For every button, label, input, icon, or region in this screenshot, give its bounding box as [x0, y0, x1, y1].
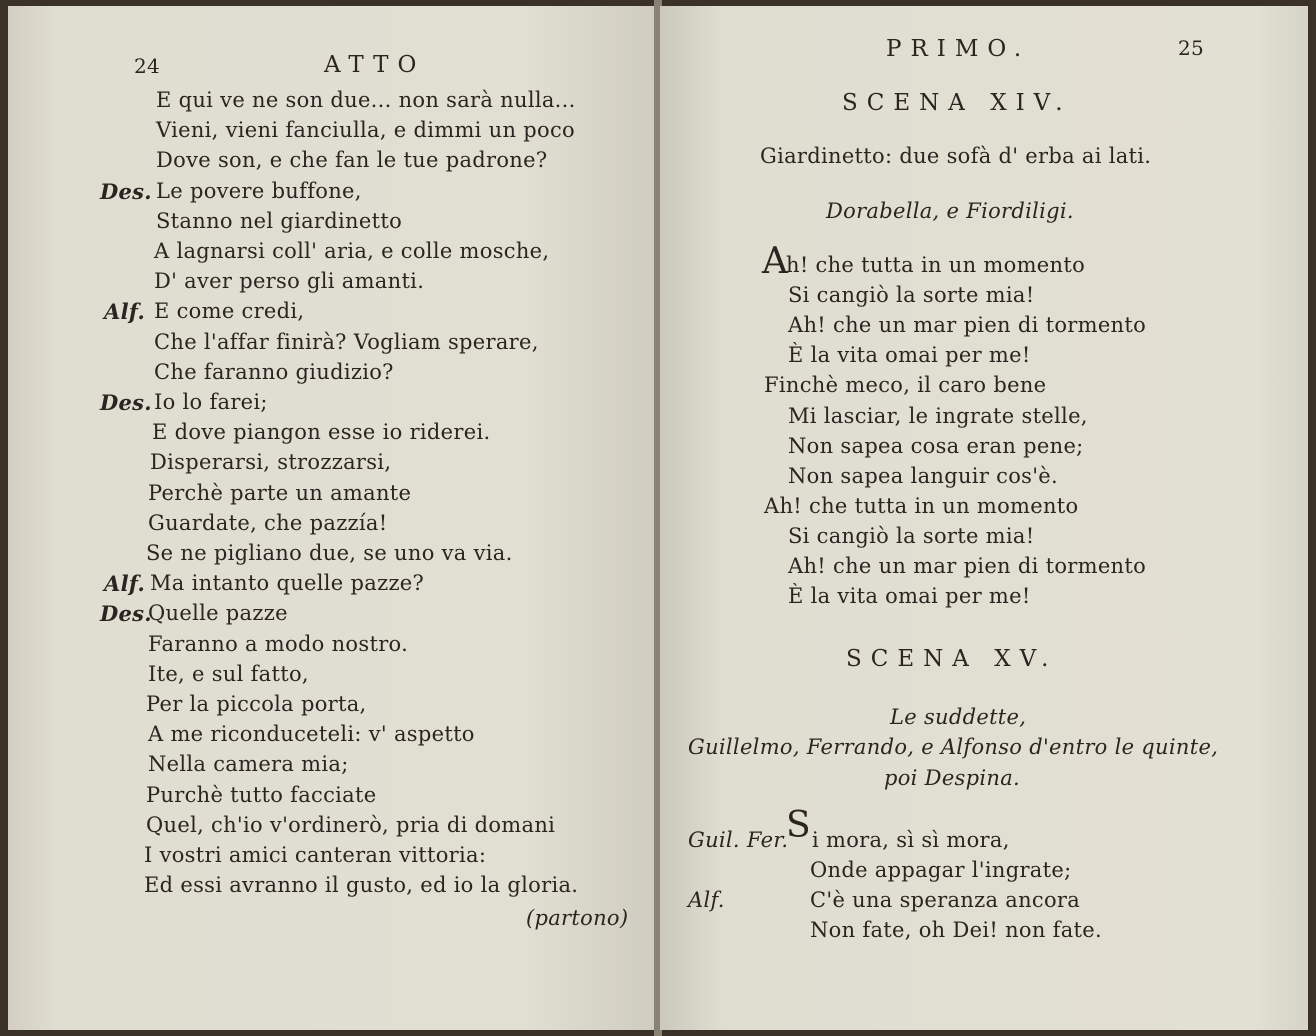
verse-line: Ite, e sul fatto, — [148, 661, 309, 686]
aria-line: È la vita omai per me! — [788, 584, 1031, 609]
verse-line: Non fate, oh Dei! non fate. — [810, 918, 1102, 942]
verse-line: Se ne pigliano due, se uno va via. — [146, 541, 513, 565]
scene-xv-characters-3: poi Despina. — [884, 766, 1020, 790]
verse-line: Dove son, e che fan le tue padrone? — [156, 148, 548, 173]
speaker-label: Alf. — [104, 571, 146, 597]
verse-line: Le povere buffone, — [156, 178, 362, 203]
verse-line: i mora, sì sì mora, — [812, 828, 1010, 852]
verse-line: Purchè tutto facciate — [146, 782, 377, 807]
verse-line: Vieni, vieni fanciulla, e dimmi un poco — [156, 118, 575, 143]
verse-line: Disperarsi, strozzarsi, — [150, 450, 392, 475]
verse-line: Io lo farei; — [154, 390, 268, 414]
verse-line: A lagnarsi coll' aria, e colle mosche, — [154, 239, 550, 263]
verse-line: Perchè parte un amante — [148, 480, 412, 505]
aria-line: Finchè meco, il caro bene — [764, 373, 1047, 398]
drop-cap: S — [786, 805, 811, 846]
verse-line: Quelle pazze — [148, 601, 288, 626]
running-header: ATTO — [324, 52, 426, 78]
speaker-label: Des. — [100, 601, 152, 627]
verse-line: Per la piccola porta, — [146, 692, 367, 716]
left-page — [8, 6, 656, 1030]
right-page — [660, 6, 1308, 1030]
verse-line: Quel, ch'io v'ordinerò, pria di domani — [146, 812, 556, 837]
scene-xiv-characters: Dorabella, e Fiordiligi. — [826, 199, 1074, 223]
verse-line: Che l'affar finirà? Vogliam sperare, — [154, 329, 539, 354]
scene-xiv-title: SCENA XIV. — [842, 90, 1072, 116]
verse-line: Che faranno giudizio? — [154, 359, 394, 384]
aria-line: Mi lasciar, le ingrate stelle, — [788, 403, 1088, 428]
aria-line: Si cangiò la sorte mia! — [788, 523, 1035, 548]
verse-line: Ma intanto quelle pazze? — [150, 571, 425, 596]
drop-cap: A — [762, 241, 789, 282]
verse-line: E dove piangon esse io riderei. — [152, 420, 491, 445]
aria-line: Non sapea languir cos'è. — [788, 463, 1058, 488]
speaker-label: Des. — [100, 390, 152, 415]
scene-xv-characters-1: Le suddette, — [890, 705, 1027, 729]
page-number: 25 — [1178, 36, 1205, 60]
aria-line: Ah! che un mar pien di tormento — [788, 554, 1147, 578]
verse-line: E qui ve ne son due... non sarà nulla... — [156, 88, 576, 112]
speaker-label: Guil. Fer. — [688, 828, 789, 852]
page-number: 24 — [134, 54, 161, 78]
verse-line: I vostri amici canteran vittoria: — [144, 843, 487, 867]
aria-line: Si cangiò la sorte mia! — [788, 283, 1035, 308]
verse-line: C'è una speranza ancora — [810, 888, 1081, 912]
aria-line: Ah! che un mar pien di tormento — [788, 313, 1147, 338]
running-header: PRIMO. — [886, 36, 1031, 62]
speaker-label: Alf. — [688, 888, 725, 912]
verse-line: Stanno nel giardinetto — [156, 208, 403, 233]
aria-line: È la vita omai per me! — [788, 343, 1031, 368]
speaker-label: Des. — [100, 178, 152, 204]
scene-xv-title: SCENA XV. — [846, 646, 1058, 672]
aria-line: h! che tutta in un momento — [786, 253, 1086, 277]
verse-line: Ed essi avranno il gusto, ed io la gloria. — [144, 873, 579, 898]
scene-xv-characters-2: Guillelmo, Ferrando, e Alfonso d'entro le quinte, — [688, 735, 1219, 759]
stage-direction: (partono) — [526, 906, 629, 930]
verse-line: D' aver perso gli amanti. — [154, 269, 425, 294]
verse-line: Guardate, che pazzía! — [148, 510, 388, 535]
aria-line: Non sapea cosa eran pene; — [788, 433, 1084, 458]
verse-line: E come credi, — [154, 299, 305, 324]
verse-line: Nella camera mia; — [148, 752, 349, 777]
verse-line: Faranno a modo nostro. — [148, 631, 409, 656]
verse-line: Onde appagar l'ingrate; — [810, 858, 1072, 882]
verse-line: A me riconduceteli: v' aspetto — [148, 722, 475, 747]
scene-xiv-setting: Giardinetto: due sofà d' erba ai lati. — [760, 144, 1152, 168]
aria-line: Ah! che tutta in un momento — [764, 493, 1079, 518]
speaker-label: Alf. — [104, 299, 146, 325]
